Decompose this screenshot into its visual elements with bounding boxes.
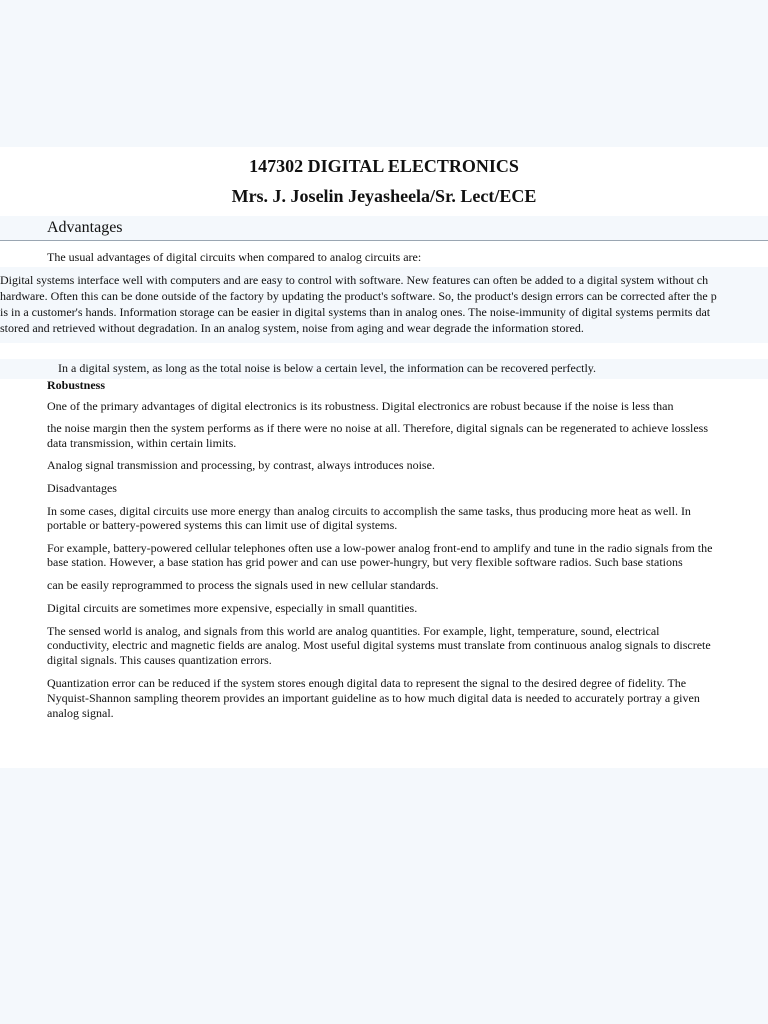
robustness-paragraph-1: One of the primary advantages of digital electronics is its robustness. Digital electronics are robust because if the noise is less than [47,399,674,413]
course-title: 147302 DIGITAL ELECTRONICS [249,156,519,176]
author-line: Mrs. J. Joselin Jeyasheela/Sr. Lect/ECE [231,186,537,206]
reprogram-paragraph: can be easily reprogrammed to process the signals used in new cellular standards. [47,578,439,592]
noise-paragraph: In a digital system, as long as the total noise is below a certain level, the information can be recovered perfectly. [58,361,597,375]
sensed-line-1: The sensed world is analog, and signals from this world are analog quantities. For example, light, temperature, sound, electrical [47,624,660,638]
robustness-paragraph-2a: the noise margin then the system performs as if there were no noise at all. Therefore, digital signals can be regenerated to achieve lossless [47,421,709,435]
advantages-line-4: stored and retrieved without degradation. In an analog system, noise from aging and wear degrade the information stored. [0,321,584,335]
sensed-line-3: digital signals. This causes quantization errors. [47,653,272,667]
robustness-paragraph-2b: data transmission, within certain limits. [47,436,237,450]
heading-divider [0,240,768,241]
intro-paragraph: The usual advantages of digital circuits when compared to analog circuits are: [47,250,422,264]
advantages-line-3: is in a customer's hands. Information storage can be easier in digital systems than in analog ones. The noise-immunity of digital systems permits dat [0,305,711,319]
sensed-line-2: conductivity, electric and magnetic fields are analog. Most useful digital systems must translate from continuous analog signals to discrete [47,638,711,652]
cellular-line-2: base station. However, a base station has grid power and can use power-hungry, but very flexible software radios. Such base stations [47,555,683,569]
robustness-heading: Robustness [47,378,106,392]
quantization-line-3: analog signal. [47,706,114,720]
energy-line-2: portable or battery-powered systems this can limit use of digital systems. [47,518,398,532]
cellular-line-1: For example, battery-powered cellular telephones often use a low-power analog front-end to amplify and tune in the radio signals from the [47,541,713,555]
energy-line-1: In some cases, digital circuits use more energy than analog circuits to accomplish the same tasks, thus producing more heat as well. In [47,504,691,518]
disadvantages-heading: Disadvantages [47,481,117,495]
analog-noise-paragraph: Analog signal transmission and processing, by contrast, always introduces noise. [47,458,435,472]
quantization-line-1: Quantization error can be reduced if the system stores enough digital data to represent the signal to the desired degree of fidelity. The [47,676,687,690]
expensive-paragraph: Digital circuits are sometimes more expensive, especially in small quantities. [47,601,418,615]
document-page [0,147,768,768]
section-heading-advantages: Advantages [47,219,123,236]
quantization-line-2: Nyquist-Shannon sampling theorem provides an important guideline as to how much digital data is needed to accurately portray a given [47,691,700,705]
advantages-line-1: Digital systems interface well with computers and are easy to control with software. New features can often be added to a digital system without ch [0,273,709,287]
advantages-line-2: hardware. Often this can be done outside of the factory by updating the product's software. So, the product's design errors can be corrected after the p [0,289,717,303]
